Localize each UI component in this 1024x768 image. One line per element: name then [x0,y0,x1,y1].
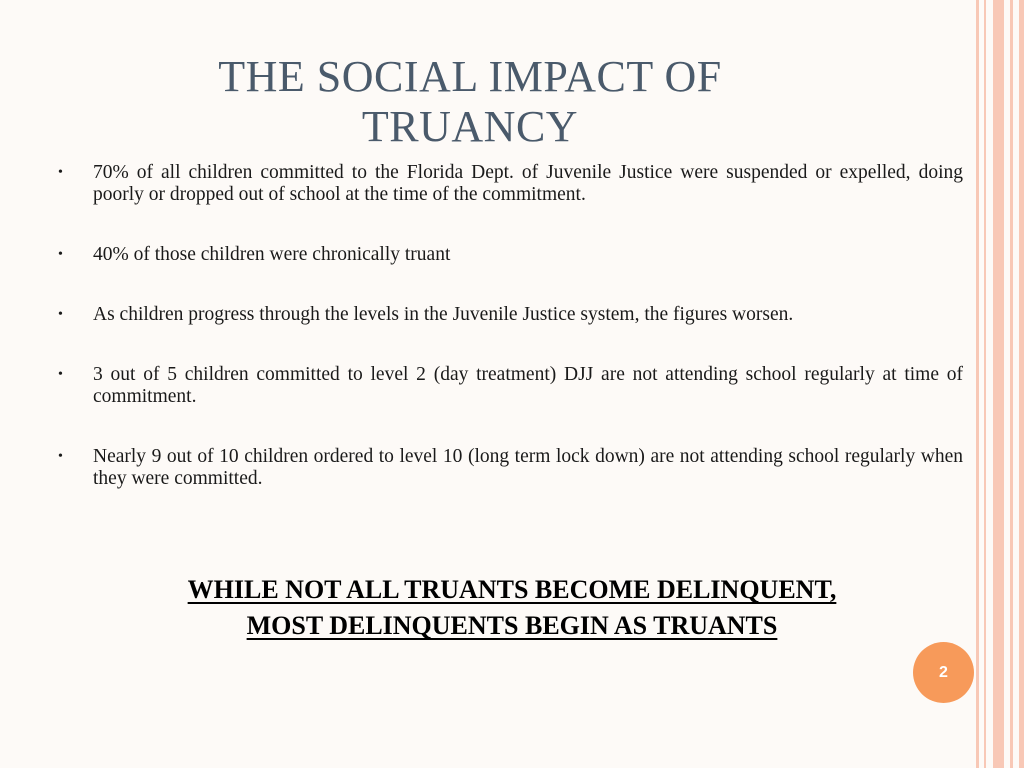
border-stripe [993,0,1004,768]
slide-title-line-1: THE SOCIAL IMPACT OF [218,52,722,101]
bullet-list [58,162,963,490]
page-number-badge: 2 [913,642,974,703]
bullet-icon: • [58,449,63,464]
border-stripe [976,0,979,768]
bullet-item [58,244,963,266]
bullet-item [58,304,963,326]
bullet-item [58,162,963,206]
border-stripe [984,0,986,768]
decorative-border-stripes [976,0,1024,768]
bullet-icon: • [58,165,63,180]
bullet-text: 70% of all children committed to the Florida Dept. of Juvenile Justice were suspended or expelled, doing poorly or dropped out of school at the time of the commitment. [93,162,963,205]
bullet-text: Nearly 9 out of 10 children ordered to level 10 (long term lock down) are not attending school regularly when they were committed. [93,446,963,489]
bullet-icon: • [58,307,63,322]
bullet-text: As children progress through the levels in the Juvenile Justice system, the figures worsen. [93,304,794,325]
bullet-text: 3 out of 5 children committed to level 2 (day treatment) DJJ are not attending school regularly at time of commitment. [93,364,963,407]
slide-title-line-2: TRUANCY [361,102,579,151]
conclusion-statement [40,572,984,644]
conclusion-line-1: WHILE NOT ALL TRUANTS BECOME DELINQUENT, [187,575,837,604]
conclusion-line-2: MOST DELINQUENTS BEGIN AS TRUANTS [246,611,778,640]
border-stripe [1019,0,1024,768]
border-stripe [1010,0,1013,768]
bullet-item [58,446,963,490]
bullet-text: 40% of those children were chronically truant [93,244,451,265]
bullet-icon: • [58,247,63,262]
bullet-icon: • [58,367,63,382]
bullet-item [58,364,963,408]
slide-title [120,52,820,152]
